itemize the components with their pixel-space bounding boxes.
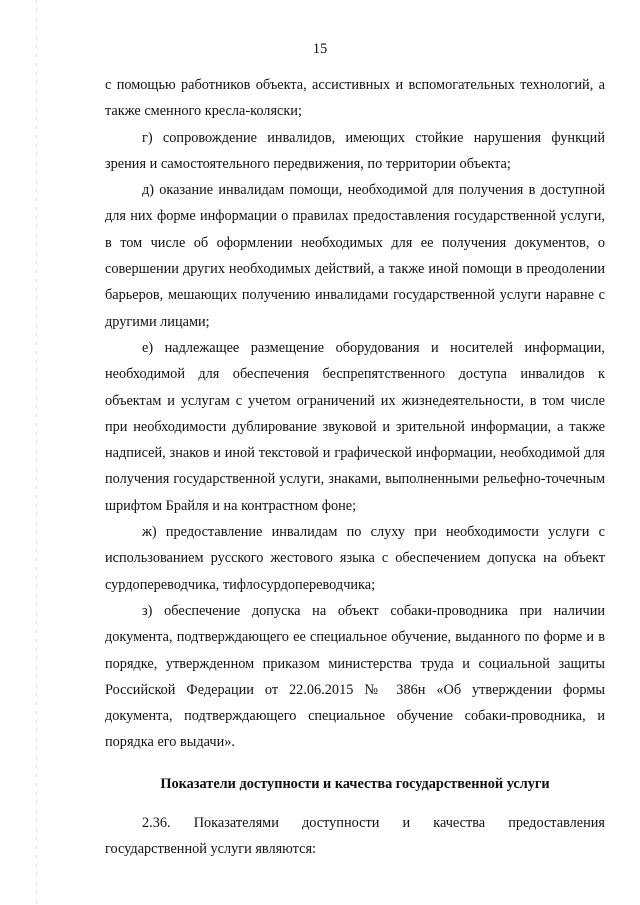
paragraph-item-d: д) оказание инвалидам помощи, необходимой для получения в доступной для них форме информации о правилах предоставления государственной услуги, в том числе об оформлении необходимых для ее получения документов, о совершении других необходимых действий, а также иной помощи в преодолении барьеров, мешающих получению инвалидами государственной услуги наравне с другими лицами; <box>105 182 605 330</box>
section-heading: Показатели доступности и качества государственной услуги <box>160 775 550 792</box>
page-number: 15 <box>312 41 328 57</box>
paragraph-item-zh: ж) предоставление инвалидам по слуху при необходимости услуги с использованием русского жестового языка с обеспечением допуска на объект сурдопереводчика, тифлосурдопереводчика; <box>105 524 605 593</box>
paragraph-item-z: з) обеспечение допуска на объект собаки-проводника при наличии документа, подтверждающего ее специальное обучение, выданного по форме и в порядке, утвержденном приказом министерства труда и социальной защиты Российской Федерации от 22.06.2015 № 386н «Об утверждении формы документа, подтверждающего специальное обучение собаки-проводника, и порядка его выдачи». <box>105 602 605 751</box>
paragraph-item-g: г) сопровождение инвалидов, имеющих стойкие нарушения функций зрения и самостоятельного передвижения, по территории объекта; <box>105 129 605 172</box>
clause-2-36: 2.36. Показателями доступности и качества предоставления государственной услуги являются: <box>105 815 605 858</box>
scan-edge-line <box>36 0 37 905</box>
document-body <box>105 72 605 863</box>
paragraph-continuation: с помощью работников объекта, ассистивных и вспомогательных технологий, а также сменного кресла-коляски; <box>105 77 605 120</box>
paragraph-item-e: е) надлежащее размещение оборудования и носителей информации, необходимой для обеспечения беспрепятственного доступа инвалидов к объектам и услугам с учетом ограничений их жизнедеятельности, в том числе при необходимости дублирование звуковой и зрительной информации, а также надписей, знаков и иной текстовой и графической информации, необходимой для получения государственной услуги, знаками, выполненными рельефно-точечным шрифтом Брайля и на контрастном фоне; <box>105 339 605 514</box>
